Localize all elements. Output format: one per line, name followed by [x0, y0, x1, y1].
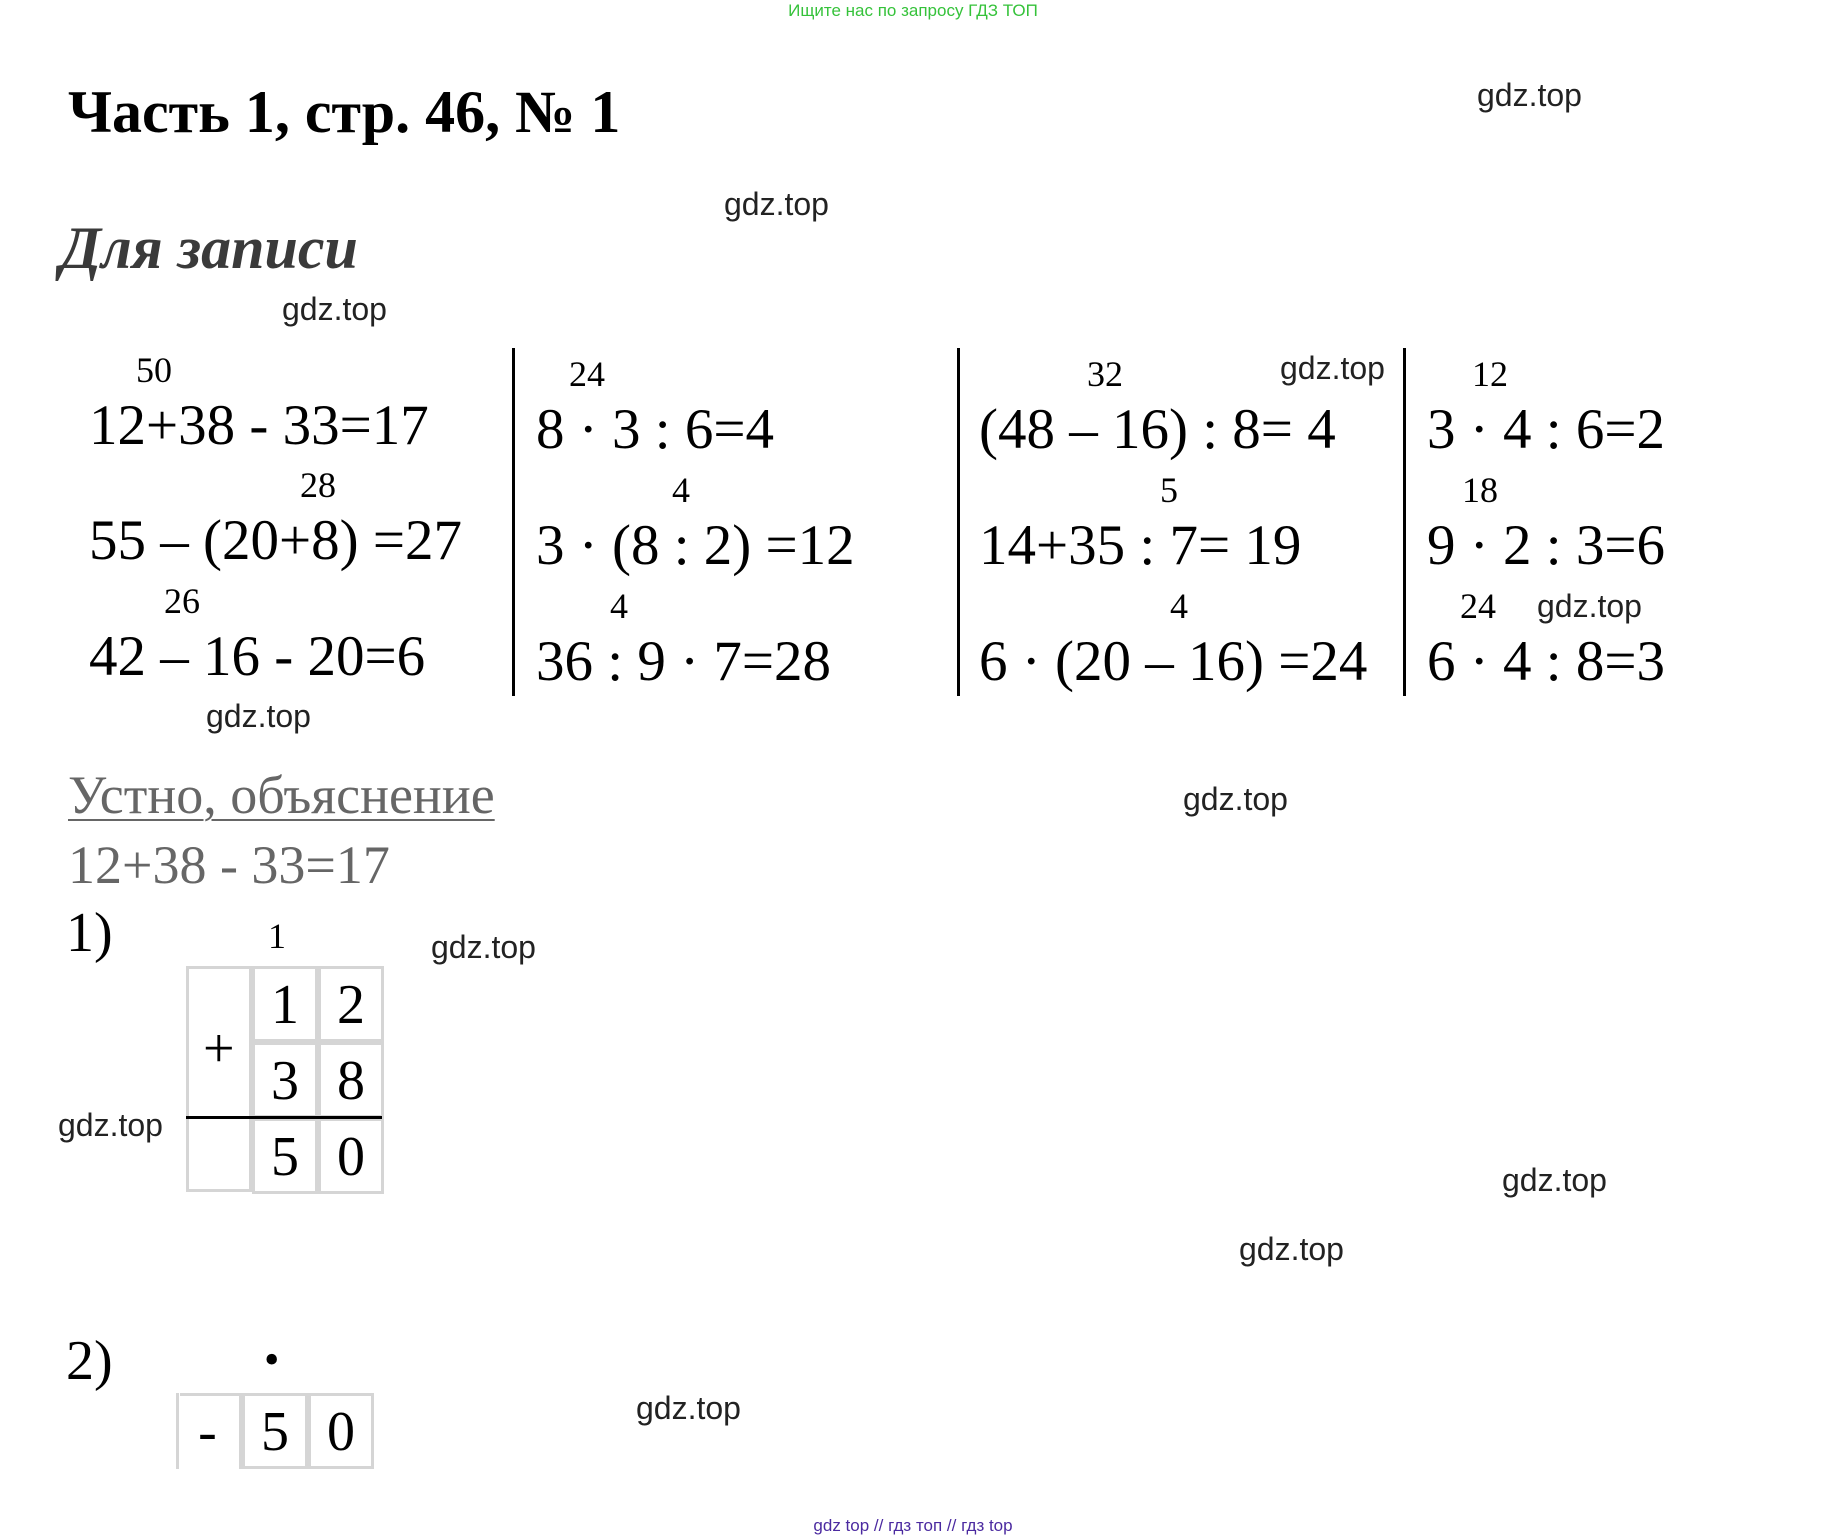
borrow-dot: •	[264, 1335, 280, 1384]
equation: 36 : 9 · 7=28	[536, 630, 831, 693]
oral-equation: 12+38 - 33=17	[68, 835, 390, 895]
page-title: Часть 1, стр. 46, № 1	[68, 79, 621, 145]
intermediate-result: 4	[1170, 586, 1188, 626]
intermediate-result: 28	[300, 465, 336, 505]
watermark: gdz.top	[1502, 1162, 1607, 1198]
intermediate-result: 4	[610, 586, 628, 626]
watermark: gdz.top	[1537, 588, 1642, 624]
intermediate-result: 12	[1472, 354, 1508, 394]
watermark: gdz.top	[431, 929, 536, 965]
watermark: gdz.top	[1477, 77, 1582, 113]
sign-cell: -	[176, 1393, 242, 1469]
intermediate-result: 26	[164, 581, 200, 621]
equation: 9 · 2 : 3=6	[1427, 514, 1665, 577]
cell-border	[176, 1393, 180, 1469]
sum-line	[186, 1116, 382, 1119]
plus-sign: +	[203, 1018, 235, 1080]
column-divider	[957, 348, 960, 696]
intermediate-result: 5	[1160, 470, 1178, 510]
watermark: gdz.top	[1280, 350, 1385, 386]
digit-cell: 8	[318, 1042, 384, 1118]
intermediate-result: 4	[672, 470, 690, 510]
watermark: gdz.top	[636, 1390, 741, 1426]
step-label: 1)	[66, 902, 113, 964]
intermediate-result: 18	[1462, 470, 1498, 510]
watermark: gdz.top	[206, 698, 311, 734]
step-label: 2)	[66, 1330, 113, 1392]
equation: 6 · 4 : 8=3	[1427, 630, 1665, 693]
oral-heading: Устно, объяснение	[68, 765, 495, 825]
equation: (48 – 16) : 8= 4	[979, 398, 1336, 461]
equation: 8 · 3 : 6=4	[536, 398, 774, 461]
digit-cell: 0	[308, 1393, 374, 1469]
equation: 3 · 4 : 6=2	[1427, 398, 1665, 461]
digit-cell: 5	[242, 1393, 308, 1469]
result-cell: 5	[252, 1118, 318, 1194]
sign-cell	[186, 966, 252, 1192]
column-divider	[512, 348, 515, 696]
digit-cell: 3	[252, 1042, 318, 1118]
watermark: gdz.top	[724, 186, 829, 222]
equation: 12+38 - 33=17	[89, 394, 429, 457]
intermediate-result: 24	[1460, 586, 1496, 626]
result-cell: 0	[318, 1118, 384, 1194]
watermark: gdz.top	[282, 291, 387, 327]
equation: 55 – (20+8) =27	[89, 509, 463, 572]
watermark: gdz.top	[1239, 1231, 1344, 1267]
intermediate-result: 32	[1087, 354, 1123, 394]
top-banner: Ищите нас по запросу ГДЗ ТОП	[788, 1, 1038, 20]
equation: 3 · (8 : 2) =12	[536, 514, 855, 577]
column-divider	[1403, 348, 1406, 696]
equation: 42 – 16 - 20=6	[89, 625, 426, 688]
watermark: gdz.top	[58, 1107, 163, 1143]
digit-cell: 2	[318, 966, 384, 1042]
digit-cell: 1	[252, 966, 318, 1042]
equation: 6 · (20 – 16) =24	[979, 630, 1368, 693]
intermediate-result: 50	[136, 350, 172, 390]
footer-links: gdz top // гдз топ // гдз top	[813, 1516, 1013, 1535]
carry-digit: 1	[268, 916, 286, 956]
watermark: gdz.top	[1183, 781, 1288, 817]
intermediate-result: 24	[569, 354, 605, 394]
equation: 14+35 : 7= 19	[979, 514, 1302, 577]
section-title: Для записи	[60, 215, 358, 281]
